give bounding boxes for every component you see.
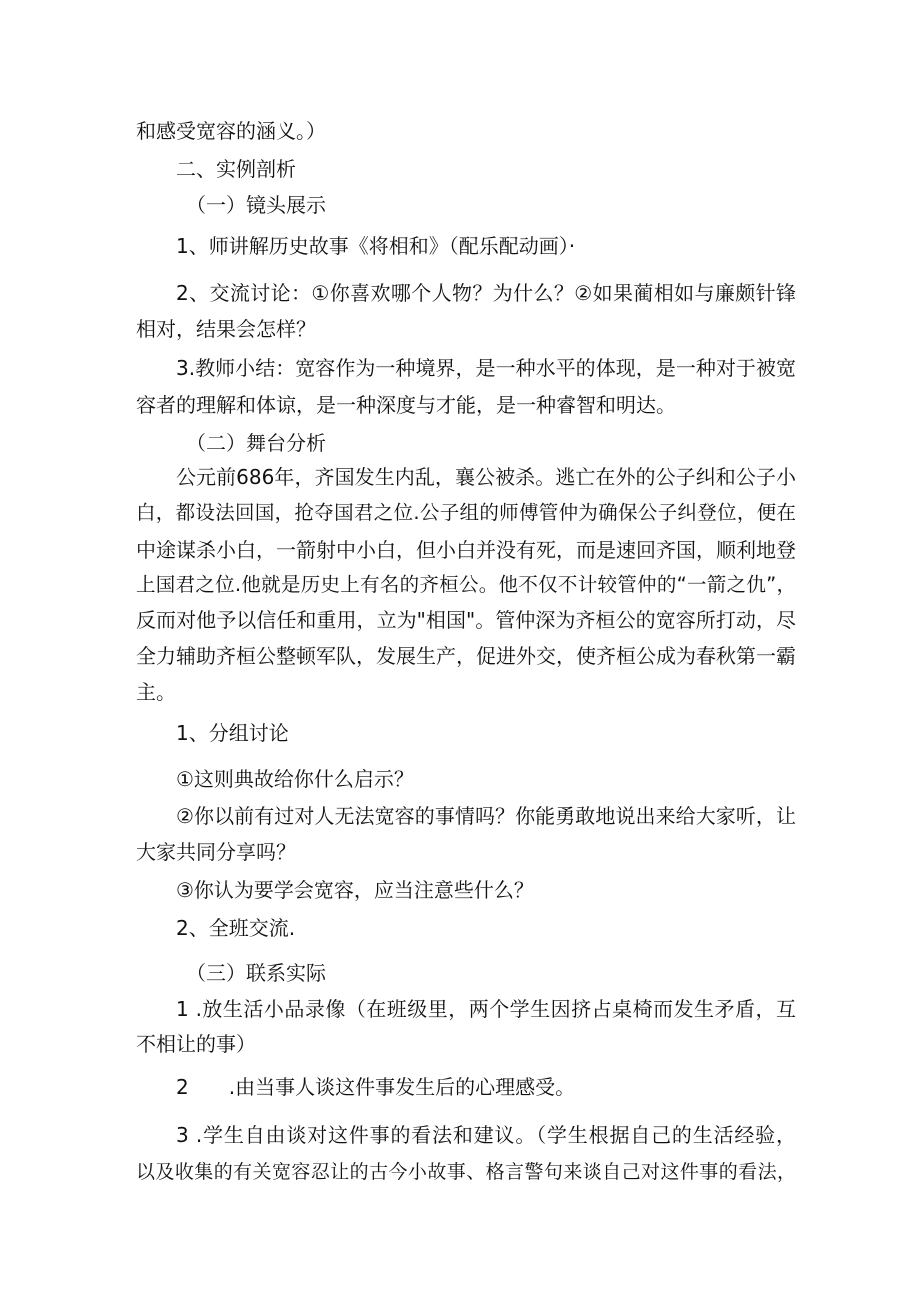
text-line: 2 .由当事人谈这件事发生后的心理感受。 <box>176 1075 576 1099</box>
text-line: 大家共同分享吗？ <box>136 840 296 864</box>
subsection-heading: 1、分组讨论 <box>176 721 289 745</box>
text-line: 容者的理解和体谅，是一种深度与才能，是一种睿智和明达。 <box>136 393 676 417</box>
text-line: 不相让的事） <box>136 1032 256 1056</box>
subsection-heading: （一）镜头展示 <box>186 193 326 217</box>
subsection-heading: （三）联系实际 <box>186 961 326 985</box>
text-line: 主。 <box>136 680 176 704</box>
text-line: 3 .学生自由谈对这件事的看法和建议。（学生根据自己的生活经验， <box>176 1123 796 1147</box>
text-line: 中途谋杀小白，一箭射中小白，但小白并没有死，而是速回齐国，顺利地登 <box>136 538 796 562</box>
text-line: 反而对他予以信任和重用，立为"相国"。管仲深为齐桓公的宽容所打动，尽 <box>136 608 796 632</box>
text-line: 2、交流讨论：①你喜欢哪个人物？为什么？②如果蔺相如与廉颇针锋 <box>176 281 796 305</box>
list-item: ①这则典故给你什么启示？ <box>176 767 414 791</box>
text-line: 3.教师小结：宽容作为一种境界，是一种水平的体现，是一种对于被宽 <box>176 356 796 380</box>
text-line: 全力辅助齐桓公整顿军队，发展生产，促进外交，使齐桓公成为春秋第一霸 <box>136 644 796 668</box>
list-item: ②你以前有过对人无法宽容的事情吗？你能勇敢地说出来给大家听，让 <box>176 804 796 828</box>
text-line: 以及收集的有关宽容忍让的古今小故事、格言警句来谈自己对这件事的看法， <box>136 1161 796 1183</box>
text-line: 白，都设法回国，抢夺国君之位.公子组的师傅管仲为确保公子纠登位，便在 <box>136 501 796 524</box>
text-line: 公元前686年，齐国发生内乱，襄公被杀。逃亡在外的公子纠和公子小 <box>176 465 796 489</box>
list-item: ③你认为要学会宽容，应当注意些什么？ <box>176 878 534 902</box>
text-line: 和感受宽容的涵义。） <box>136 119 326 143</box>
text-line: 上国君之位.他就是历史上有名的齐桓公。他不仅不计较管仲的“一箭之仇”， <box>136 573 796 596</box>
text-line: 1 .放生活小品录像（在班级里，两个学生因挤占桌椅而发生矛盾，互 <box>176 997 796 1021</box>
section-heading: 二、实例剖析 <box>176 157 296 181</box>
subsection-heading: （二）舞台分析 <box>186 431 326 455</box>
text-line: 1、师讲解历史故事《将相和》（配乐配动画）· <box>176 234 576 258</box>
text-line: 相对，结果会怎样？ <box>136 317 316 341</box>
text-line: 2、全班交流. <box>176 916 296 940</box>
